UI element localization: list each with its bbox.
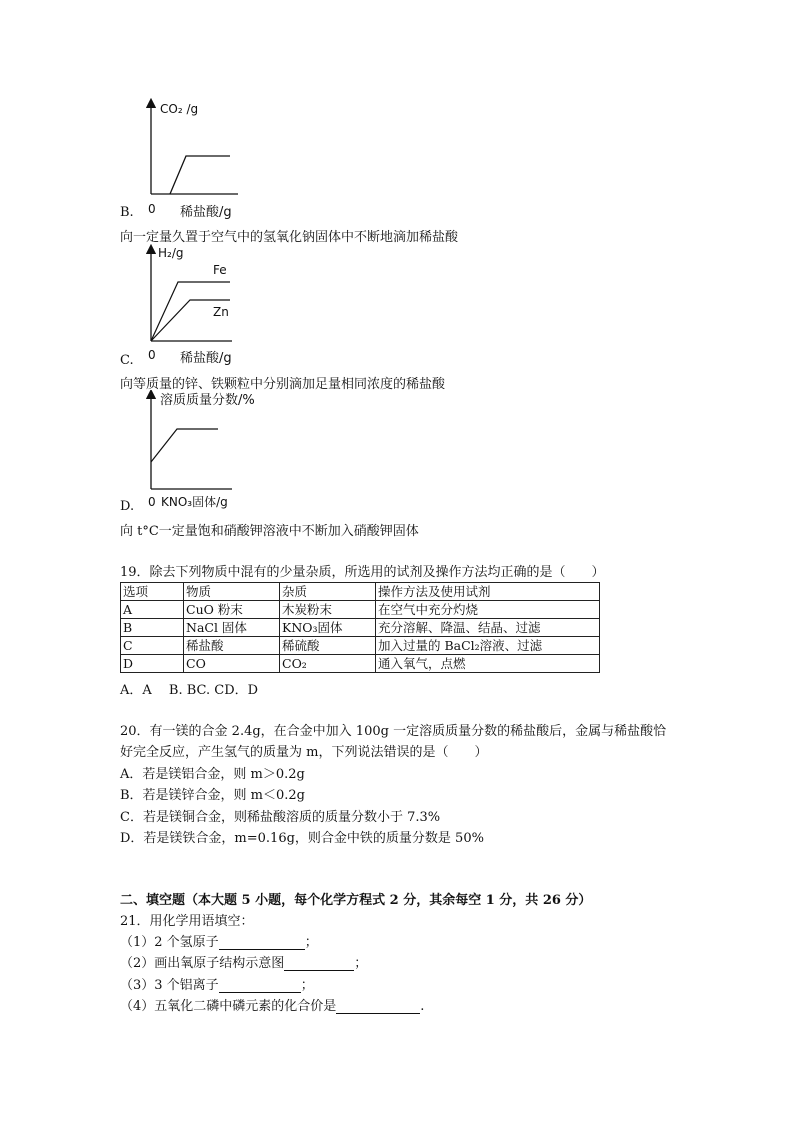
y-axis-label: CO₂ /g [160,102,199,116]
q21-item-2-text: （2）画出氧原子结构示意图 [120,956,285,971]
y-axis-label: H₂/g [158,246,184,260]
q20-option-b: B．若是镁锌合金，则 m＜0.2g [120,788,306,803]
option-d-letter: D. [120,499,135,514]
q20-option-c: C．若是镁铜合金，则稀盐酸溶质的质量分数小于 7.3% [120,810,441,825]
table-cell: 稀硫酸 [280,637,376,655]
table-cell: 在空气中充分灼烧 [376,601,600,619]
q21-item-4-text: （4）五氧化二磷中磷元素的化合价是 [120,999,337,1014]
option-b-caption: 向一定量久置于空气中的氢氧化钠固体中不断地滴加稀盐酸 [120,230,459,245]
header-cell: 选项 [121,583,184,601]
q21-item-1-text: （1）2 个氢原子 [120,935,219,950]
q20-stem-line2: 好完全反应，产生氢气的质量为 m，下列说法错误的是（ ） [120,745,488,760]
table-cell: B [121,619,184,637]
table-cell: 木炭粉末 [280,601,376,619]
graph-b-svg [120,95,260,220]
table-cell: 通入氧气，点燃 [376,655,600,673]
table-cell: D [121,655,184,673]
co2-curve [170,156,230,194]
q21-item-2-punct: ； [354,956,368,971]
answer-blank[interactable] [219,978,301,993]
table-cell: CuO 粉末 [184,601,280,619]
q19-stem: 19．除去下列物质中混有的少量杂质，所选用的试剂及操作方法均正确的是（ ） [120,565,605,580]
x-axis-label: 稀盐酸/g [180,205,232,220]
q20-option-d: D．若是镁铁合金，m=0.16g，则合金中铁的质量分数是 50% [120,831,484,846]
graph-c-svg [120,242,260,367]
graph-d [120,390,280,515]
zn-label: Zn [213,305,229,319]
option-c-caption: 向等质量的锌、铁颗粒中分别滴加足量相同浓度的稀盐酸 [120,377,446,392]
x-axis-label: 稀盐酸/g [180,351,232,366]
table-row [121,655,600,673]
q21-stem: 21．用化学用语填空： [120,914,254,929]
table-cell: NaCl 固体 [184,619,280,637]
table-cell: A [121,601,184,619]
origin-label: 0 [148,202,156,216]
table-cell: 充分溶解、降温、结晶、过滤 [376,619,600,637]
table-cell: KNO₃固体 [280,619,376,637]
option-b-letter: B. [120,205,134,220]
q21-item-1-punct: ； [304,935,318,950]
table-row [121,601,600,619]
fe-label: Fe [213,263,227,277]
section-2-title: 二、填空题（本大题 5 小题，每个化学方程式 2 分，其余每空 1 分，共 26 分） [120,893,592,908]
answer-blank[interactable] [219,935,305,950]
header-cell: 物质 [184,583,280,601]
q20-option-a: A．若是镁铝合金，则 m＞0.2g [120,767,305,782]
origin-label: 0 [148,495,156,509]
header-cell: 操作方法及使用试剂 [376,583,600,601]
graph-d-svg [120,390,280,515]
graph-b [120,95,260,220]
table-cell: C [121,637,184,655]
q21-item-4 [120,995,424,1014]
solubility-curve [151,429,218,462]
table-cell: CO [184,655,280,673]
q21-item-3 [120,974,314,993]
answer-blank[interactable] [284,956,354,971]
option-d-caption: 向 t°C一定量饱和硝酸钾溶液中不断加入硝酸钾固体 [120,524,419,539]
table-header-row [121,583,600,601]
option-c-letter: C. [120,353,134,368]
q20-stem-line1: 20．有一镁的合金 2.4g，在合金中加入 100g 一定溶质质量分数的稀盐酸后，金属与稀盐酸恰 [120,724,667,739]
q21-item-3-punct: ； [300,978,314,993]
answer-blank[interactable] [336,999,420,1014]
table-cell: 加入过量的 BaCl₂溶液、过滤 [376,637,600,655]
header-cell: 杂质 [280,583,376,601]
q21-item-1 [120,931,318,950]
y-axis-label: 溶质质量分数/% [160,393,255,408]
q21-item-4-punct: . [420,999,425,1014]
q21-item-2 [120,952,367,971]
q21-item-3-text: （3）3 个铝离子 [120,978,219,993]
table-row [121,619,600,637]
table-row [121,637,600,655]
q19-table [120,582,600,673]
graph-c [120,242,260,367]
table-cell: CO₂ [280,655,376,673]
q19-answer-options: A．A B. BC. CD．D [120,683,259,698]
x-axis-label: KNO₃固体/g [161,495,228,509]
table-cell: 稀盐酸 [184,637,280,655]
origin-label: 0 [148,348,156,362]
